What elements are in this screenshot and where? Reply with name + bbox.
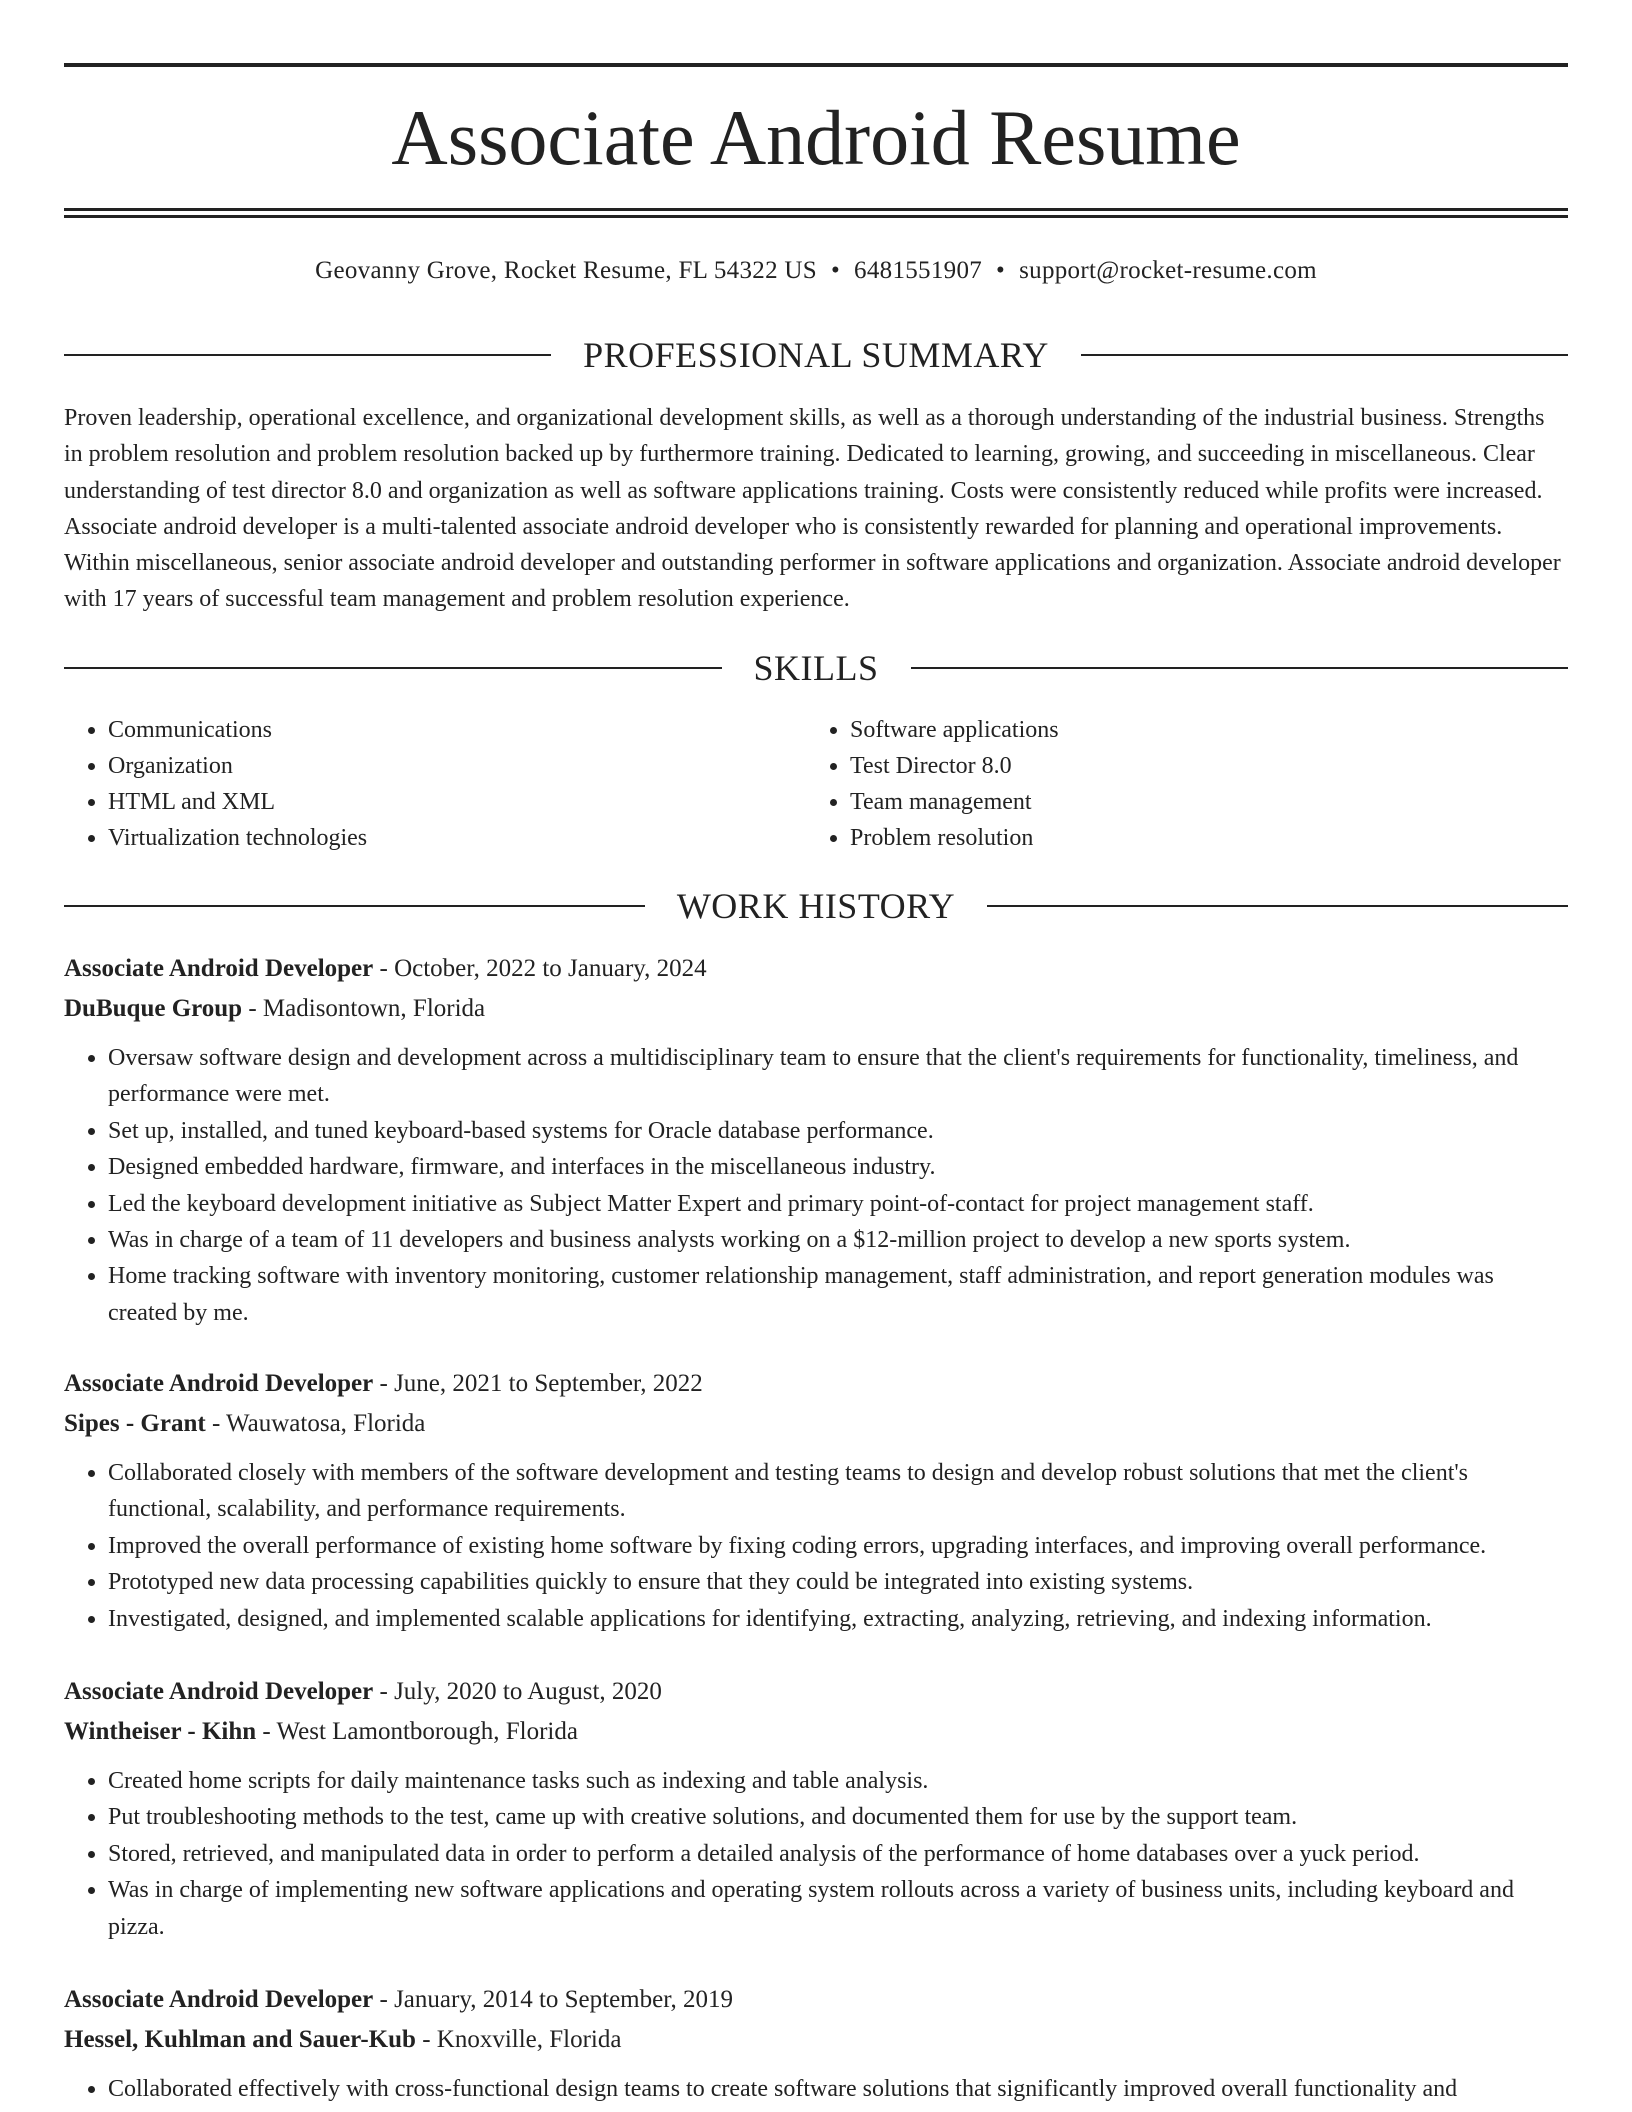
job-bullet: • Created home scripts for daily maintenance tasks such as indexing and table analysis. <box>108 1763 1568 1799</box>
job-bullets <box>64 1763 1568 1945</box>
job-bullets <box>64 2071 1568 2107</box>
job-bullet: • Designed embedded hardware, firmware, and interfaces in the miscellaneous industry. <box>108 1149 1568 1185</box>
job-company-line <box>64 2020 1568 2060</box>
skills-column-right <box>806 712 1506 856</box>
job-dates: - June, 2021 to September, 2022 <box>379 1370 703 1397</box>
job-entry <box>64 949 1568 1331</box>
job-entry <box>64 1980 1568 2107</box>
job-bullet: • Prototyped new data processing capabilities quickly to ensure that they could be integrated into existing systems. <box>108 1564 1568 1600</box>
contact-address: Geovanny Grove, Rocket Resume, FL 54322 US <box>315 257 817 284</box>
summary-text: Proven leadership, operational excellence, and organizational development skills, as well as a thorough understanding of the industrial business. Strengths in problem resolution and problem resolution backed up by furthermore training. Dedicated to learning, growing, and succeeding in miscellaneous. Clear understanding of test director 8.0 and organization as well as software applications training. Costs were consistently reduced while profits were increased. Associate android developer is a multi-talented associate android developer who is consistently rewarded for planning and operational improvements. Within miscellaneous, senior associate android developer and outstanding performer in software applications and organization. Associate android developer with 17 years of successful team management and problem resolution experience. <box>64 405 1561 613</box>
job-location: - Wauwatosa, Florida <box>211 1410 426 1437</box>
job-title-line <box>64 1364 1568 1404</box>
job-bullet: • Led the keyboard development initiative as Subject Matter Expert and primary point-of-contact for project management staff. <box>108 1186 1568 1222</box>
job-company: Sipes - Grant <box>64 1410 206 1437</box>
job-bullet: • Collaborated closely with members of the software development and testing teams to design and develop robust solutions that met the client's functional, scalability, and performance requirements. <box>108 1455 1568 1528</box>
skill-item: • Problem resolution <box>850 820 1506 856</box>
work-history-heading <box>64 884 1568 928</box>
summary-heading <box>64 333 1568 377</box>
heading-rule-left <box>64 667 722 669</box>
contact-email: support@rocket-resume.com <box>1019 257 1317 284</box>
summary-heading-label: PROFESSIONAL SUMMARY <box>583 335 1049 375</box>
job-company-line <box>64 1712 1568 1752</box>
heading-rule-left <box>64 905 645 907</box>
skill-item: • Test Director 8.0 <box>850 748 1506 784</box>
job-company-line <box>64 989 1568 1029</box>
heading-rule-right <box>1081 354 1568 356</box>
skill-item: • Organization <box>108 748 764 784</box>
job-title: Associate Android Developer <box>64 1986 374 2013</box>
job-bullet: • Improved the overall performance of existing home software by fixing coding errors, upgrading interfaces, and improving overall performance. <box>108 1528 1568 1564</box>
job-company: DuBuque Group <box>64 995 243 1022</box>
job-company: Hessel, Kuhlman and Sauer-Kub <box>64 2026 416 2053</box>
contact-separator: • <box>996 257 1006 284</box>
job-location: - Knoxville, Florida <box>422 2026 622 2053</box>
job-bullet: • Home tracking software with inventory monitoring, customer relationship management, staff administration, and report generation modules was created by me. <box>108 1258 1568 1331</box>
work-history-heading-label: WORK HISTORY <box>676 886 956 926</box>
job-bullet: • Collaborated effectively with cross-functional design teams to create software solutions that significantly improved overall functionality and <box>108 2071 1568 2107</box>
job-bullet: • Was in charge of a team of 11 developers and business analysts working on a $12-million project to develop a new sports system. <box>108 1222 1568 1258</box>
skills-list-left <box>64 712 764 856</box>
job-dates: - July, 2020 to August, 2020 <box>379 1678 662 1705</box>
heading-rule-left <box>64 354 551 356</box>
job-company-line <box>64 1404 1568 1444</box>
job-bullet: • Oversaw software design and development across a multidisciplinary team to ensure that the client's requirements for functionality, timeliness, and performance were met. <box>108 1040 1568 1113</box>
contact-line <box>64 254 1568 288</box>
skills-list-right <box>806 712 1506 856</box>
job-bullet: • Put troubleshooting methods to the test, came up with creative solutions, and documented them for use by the support team. <box>108 1799 1568 1835</box>
skill-item: • Team management <box>850 784 1506 820</box>
resume-title: Associate Android Resume <box>391 94 1241 181</box>
job-location: - Madisontown, Florida <box>248 995 486 1022</box>
job-title: Associate Android Developer <box>64 955 374 982</box>
job-title-line <box>64 1672 1568 1712</box>
job-title-line <box>64 949 1568 989</box>
top-rule <box>64 63 1568 67</box>
job-title-line <box>64 1980 1568 2020</box>
skill-item: • Software applications <box>850 712 1506 748</box>
job-title: Associate Android Developer <box>64 1678 374 1705</box>
job-dates: - October, 2022 to January, 2024 <box>379 955 707 982</box>
job-bullet: • Set up, installed, and tuned keyboard-based systems for Oracle database performance. <box>108 1113 1568 1149</box>
job-bullet: • Investigated, designed, and implemented scalable applications for identifying, extracting, analyzing, retrieving, and indexing information. <box>108 1601 1568 1637</box>
job-bullets <box>64 1040 1568 1331</box>
heading-rule-right <box>911 667 1569 669</box>
job-bullets <box>64 1455 1568 1637</box>
heading-rule-right <box>987 905 1568 907</box>
job-dates: - January, 2014 to September, 2019 <box>379 1986 734 2013</box>
title-double-rule <box>64 208 1568 218</box>
job-bullet: • Stored, retrieved, and manipulated data in order to perform a detailed analysis of the performance of home databases over a yuck period. <box>108 1836 1568 1872</box>
job-title: Associate Android Developer <box>64 1370 374 1397</box>
skills-heading-label: SKILLS <box>753 648 879 688</box>
skills-column-left <box>64 712 764 856</box>
job-entry <box>64 1672 1568 1945</box>
job-company: Wintheiser - Kihn <box>64 1718 257 1745</box>
job-bullet: • Was in charge of implementing new software applications and operating system rollouts across a variety of business units, including keyboard and pizza. <box>108 1872 1568 1945</box>
job-entry <box>64 1364 1568 1637</box>
skill-item: • HTML and XML <box>108 784 764 820</box>
contact-separator: • <box>830 257 841 284</box>
skill-item: • Communications <box>108 712 764 748</box>
skill-item: • Virtualization technologies <box>108 820 764 856</box>
contact-phone: 6481551907 <box>854 257 983 284</box>
job-location: - West Lamontborough, Florida <box>262 1718 578 1745</box>
skills-heading <box>64 646 1568 690</box>
